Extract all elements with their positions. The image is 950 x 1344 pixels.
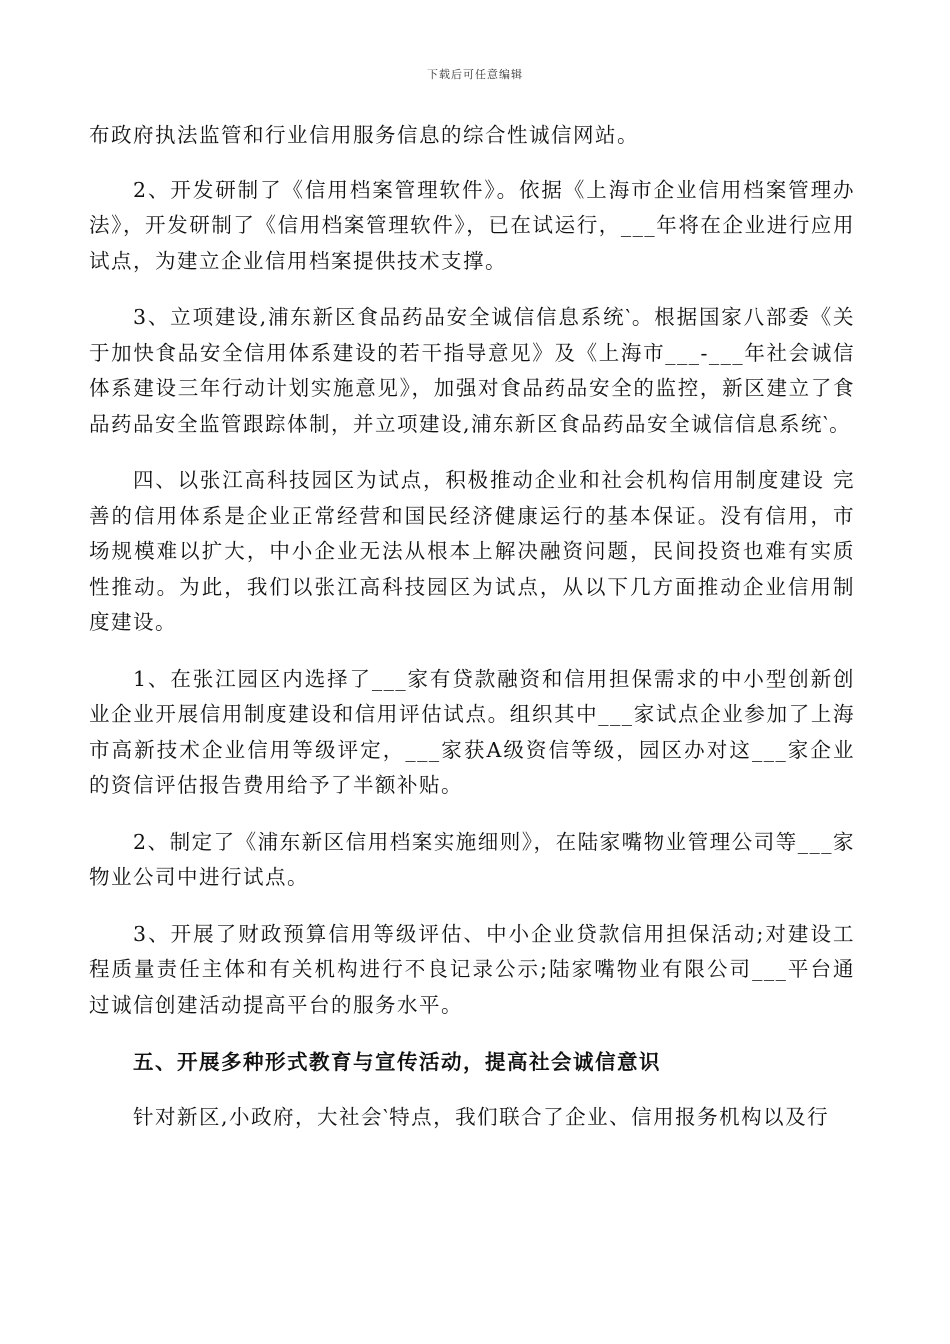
- paragraph-continuation: 布政府执法监管和行业信用服务信息的综合性诚信网站。: [89, 123, 639, 147]
- paragraph-property-archive: 2、制定了《浦东新区信用档案实施细则》，在陆家嘴物业管理公司等___家物业公司中进行试点。: [89, 829, 855, 889]
- paragraph-zhangjiang-pilot: 四、以张江高科技园区为试点，积极推动企业和社会机构信用制度建设 完善的信用体系是企业正常经营和国民经济健康运行的基本保证。没有信用，市场规模难以扩大，中小企业无法从根本上解决融资问题，民间投资也难有实质性推动。为此，我们以张江高科技园区为试点，从以下几方面推动企业信用制度建设。: [89, 468, 855, 634]
- paragraph-enterprise-rating: 1、在张江园区内选择了___家有贷款融资和信用担保需求的中小型创新创业企业开展信用制度建设和信用评估试点。组织其中___家试点企业参加了上海市高新技术企业信用等级评定，___家获A级资信等级，园区办对这___家企业的资信评估报告费用给予了半额补贴。: [89, 666, 855, 797]
- section-heading: 五、开展多种形式教育与宣传活动，提高社会诚信意识: [133, 1050, 661, 1074]
- paragraph-budget-evaluation: 3、开展了财政预算信用等级评估、中小企业贷款信用担保活动;对建设工程质量责任主体和有关机构进行不良记录公示;陆家嘴物业有限公司___平台通过诚信创建活动提高平台的服务水平。: [89, 921, 855, 1017]
- paragraph-credit-software: 2、开发研制了《信用档案管理软件》。依据《上海市企业信用档案管理办法》，开发研制了《信用档案管理软件》，已在试运行，___年将在企业进行应用试点，为建立企业信用档案提供技术支撑。: [89, 177, 855, 273]
- paragraph-food-drug-system: 3、立项建设,浦东新区食品药品安全诚信信息系统‵。根据国家八部委《关于加快食品安全信用体系建设的若干指导意见》及《上海市___-___年社会诚信体系建设三年行动计划实施意见》，加强对食品药品安全的监控，新区建立了食品药品安全监管跟踪体制，并立项建设,浦东新区食品药品安全诚信信息系统‵。: [89, 305, 855, 436]
- document-body: [89, 118, 855, 1157]
- page-header: 下载后可任意编辑: [427, 68, 523, 81]
- paragraph-publicity: 针对新区,小政府，大社会‵特点，我们联合了企业、信用报务机构以及行: [133, 1105, 830, 1129]
